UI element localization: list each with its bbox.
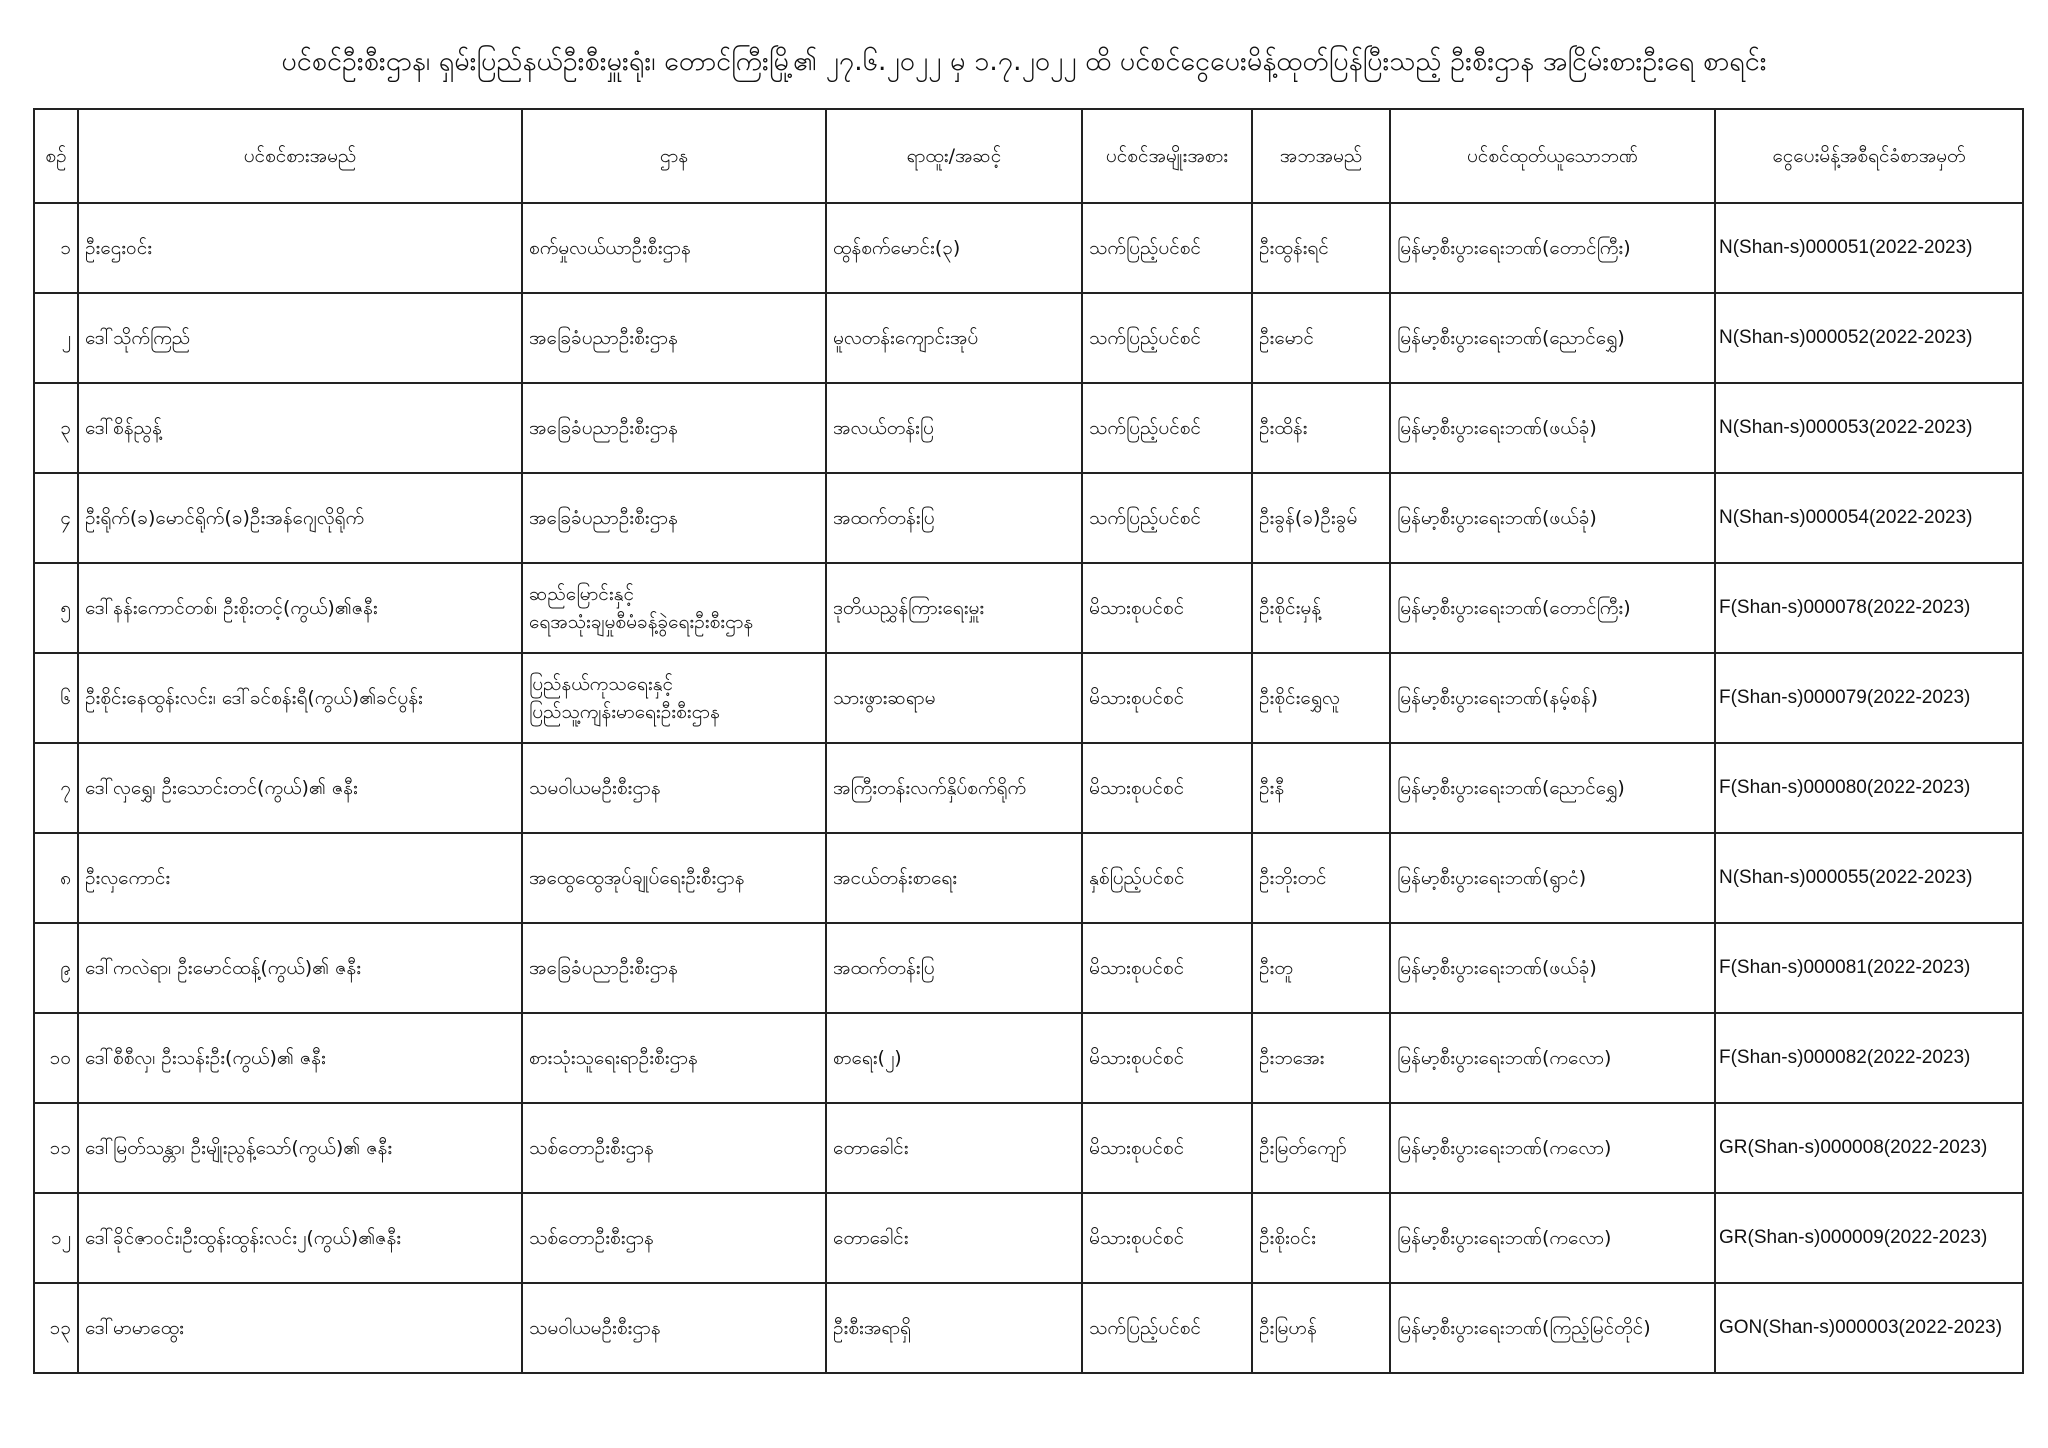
- cell-bank: မြန်မာ့စီးပွားရေးဘဏ်(ကလော): [1390, 1193, 1715, 1283]
- cell-pensioner-name: ဒေါ်မြတ်သန္တာ၊ ဦးမျိုးညွန့်သော်(ကွယ်)၏ ဇနီး: [78, 1103, 522, 1193]
- cell-rank: အငယ်တန်းစာရေး: [826, 833, 1082, 923]
- cell-pensioner-name: ဦးရိုက်(ခ)မောင်ရိုက်(ခ)ဦးအန်ဂျေလိုရိုက်: [78, 473, 522, 563]
- cell-pension-type: သက်ပြည့်ပင်စင်: [1082, 473, 1252, 563]
- cell-department: သမဝါယမဦးစီးဌာန: [522, 1283, 826, 1373]
- cell-father-name: ဦးစိုင်းရွှေလူ: [1252, 653, 1390, 743]
- table-row: [34, 833, 2023, 923]
- cell-pensioner-name: ဒေါ်စိန်ညွန့်: [78, 383, 522, 473]
- cell-pension-type: မိသားစုပင်စင်: [1082, 1013, 1252, 1103]
- cell-pension-type: သက်ပြည့်ပင်စင်: [1082, 383, 1252, 473]
- cell-pensioner-name: ဒေါ်သိုက်ကြည်: [78, 293, 522, 383]
- cell-father-name: ဦးခွန်(ခ)ဦးခွမ်: [1252, 473, 1390, 563]
- cell-pensioner-name: ဒေါ်ကလဲရာ၊ ဦးမောင်ထန့်(ကွယ်)၏ ဇနီး: [78, 923, 522, 1013]
- cell-order-number: GON(Shan-s)000003(2022-2023): [1715, 1283, 2023, 1373]
- cell-father-name: ဦးတူ: [1252, 923, 1390, 1013]
- cell-pensioner-name: ဒေါ်ခိုင်ဇာဝင်း၊ဦးထွန်းထွန်းလင်း၂(ကွယ်)၏ဇနီး: [78, 1193, 522, 1283]
- cell-bank: မြန်မာ့စီးပွားရေးဘဏ်(နမ့်စန်): [1390, 653, 1715, 743]
- cell-pension-type: သက်ပြည့်ပင်စင်: [1082, 1283, 1252, 1373]
- header-pension-type: ပင်စင်အမျိုးအစား: [1082, 109, 1252, 203]
- cell-bank: မြန်မာ့စီးပွားရေးဘဏ်(ဖယ်ခုံ): [1390, 383, 1715, 473]
- table-row: [34, 923, 2023, 1013]
- cell-rank: တောခေါင်း: [826, 1103, 1082, 1193]
- cell-rank: ထွန်စက်မောင်း(၃): [826, 203, 1082, 293]
- cell-order-number: F(Shan-s)000082(2022-2023): [1715, 1013, 2023, 1103]
- cell-order-number: N(Shan-s)000052(2022-2023): [1715, 293, 2023, 383]
- cell-pension-type: မိသားစုပင်စင်: [1082, 1103, 1252, 1193]
- cell-order-number: GR(Shan-s)000009(2022-2023): [1715, 1193, 2023, 1283]
- cell-bank: မြန်မာ့စီးပွားရေးဘဏ်(ဖယ်ခုံ): [1390, 923, 1715, 1013]
- cell-department: သစ်တောဦးစီးဌာန: [522, 1193, 826, 1283]
- cell-serial: ၁၀: [34, 1013, 78, 1103]
- cell-department: အခြေခံပညာဦးစီးဌာန: [522, 473, 826, 563]
- cell-pension-type: မိသားစုပင်စင်: [1082, 563, 1252, 653]
- cell-department: စက်မှုလယ်ယာဦးစီးဌာန: [522, 203, 826, 293]
- header-department: ဌာန: [522, 109, 826, 203]
- cell-bank: မြန်မာ့စီးပွားရေးဘဏ်(ကြည့်မြင်တိုင်): [1390, 1283, 1715, 1373]
- cell-rank: စာရေး(၂): [826, 1013, 1082, 1103]
- cell-bank: မြန်မာ့စီးပွားရေးဘဏ်(ကလော): [1390, 1013, 1715, 1103]
- cell-serial: ၃: [34, 383, 78, 473]
- table-header-row: [34, 109, 2023, 203]
- cell-serial: ၆: [34, 653, 78, 743]
- cell-department: သစ်တောဦးစီးဌာန: [522, 1103, 826, 1193]
- cell-rank: အကြီးတန်းလက်နှိပ်စက်ရိုက်: [826, 743, 1082, 833]
- cell-pension-type: သက်ပြည့်ပင်စင်: [1082, 293, 1252, 383]
- cell-rank: ဦးစီးအရာရှိ: [826, 1283, 1082, 1373]
- cell-serial: ၁၁: [34, 1103, 78, 1193]
- cell-rank: တောခေါင်း: [826, 1193, 1082, 1283]
- table-row: [34, 383, 2023, 473]
- header-rank: ရာထူး/အဆင့်: [826, 109, 1082, 203]
- cell-pensioner-name: ဦးဌေးဝင်း: [78, 203, 522, 293]
- cell-pensioner-name: ဦးစိုင်းနေထွန်းလင်း၊ ဒေါ်ခင်စန်းရီ(ကွယ်)၏ခင်ပွန်း: [78, 653, 522, 743]
- cell-father-name: ဦးစိုးဝင်း: [1252, 1193, 1390, 1283]
- header-bank: ပင်စင်ထုတ်ယူသောဘဏ်: [1390, 109, 1715, 203]
- cell-bank: မြန်မာ့စီးပွားရေးဘဏ်(တောင်ကြီး): [1390, 203, 1715, 293]
- table-row: [34, 1103, 2023, 1193]
- cell-rank: အလယ်တန်းပြ: [826, 383, 1082, 473]
- table-row: [34, 203, 2023, 293]
- cell-father-name: ဦးမြတ်ကျော်: [1252, 1103, 1390, 1193]
- cell-pension-type: သက်ပြည့်ပင်စင်: [1082, 203, 1252, 293]
- cell-rank: အထက်တန်းပြ: [826, 473, 1082, 563]
- cell-rank: အထက်တန်းပြ: [826, 923, 1082, 1013]
- cell-pensioner-name: ဒေါ်စီစီလှ၊ ဦးသန်းဦး(ကွယ်)၏ ဇနီး: [78, 1013, 522, 1103]
- cell-serial: ၅: [34, 563, 78, 653]
- cell-bank: မြန်မာ့စီးပွားရေးဘဏ်(ကလော): [1390, 1103, 1715, 1193]
- cell-father-name: ဦးထိန်း: [1252, 383, 1390, 473]
- header-serial: စဉ်: [34, 109, 78, 203]
- cell-serial: ၁၃: [34, 1283, 78, 1373]
- cell-father-name: ဦးမောင်: [1252, 293, 1390, 383]
- cell-bank: မြန်မာ့စီးပွားရေးဘဏ်(ညောင်ရွှေ): [1390, 293, 1715, 383]
- table-row: [34, 473, 2023, 563]
- cell-order-number: F(Shan-s)000080(2022-2023): [1715, 743, 2023, 833]
- cell-serial: ၈: [34, 833, 78, 923]
- cell-father-name: ဦးဘိုးတင်: [1252, 833, 1390, 923]
- cell-serial: ၁: [34, 203, 78, 293]
- cell-department: အခြေခံပညာဦးစီးဌာန: [522, 293, 826, 383]
- cell-serial: ၉: [34, 923, 78, 1013]
- cell-serial: ၂: [34, 293, 78, 383]
- table-row: [34, 743, 2023, 833]
- cell-order-number: GR(Shan-s)000008(2022-2023): [1715, 1103, 2023, 1193]
- header-father-name: အဘအမည်: [1252, 109, 1390, 203]
- cell-father-name: ဦးဘအေး: [1252, 1013, 1390, 1103]
- cell-department: ပြည်နယ်ကုသရေးနှင့် ပြည်သူ့ကျန်းမာရေးဦးစီးဌာန: [522, 653, 826, 743]
- cell-order-number: F(Shan-s)000079(2022-2023): [1715, 653, 2023, 743]
- cell-pensioner-name: ဦးလှကောင်း: [78, 833, 522, 923]
- header-pensioner-name: ပင်စင်စားအမည်: [78, 109, 522, 203]
- cell-department: စားသုံးသူရေးရာဦးစီးဌာန: [522, 1013, 826, 1103]
- cell-bank: မြန်မာ့စီးပွားရေးဘဏ်(ဖယ်ခုံ): [1390, 473, 1715, 563]
- cell-bank: မြန်မာ့စီးပွားရေးဘဏ်(ရွာငံ): [1390, 833, 1715, 923]
- table-row: [34, 1013, 2023, 1103]
- cell-pension-type: မိသားစုပင်စင်: [1082, 653, 1252, 743]
- cell-bank: မြန်မာ့စီးပွားရေးဘဏ်(တောင်ကြီး): [1390, 563, 1715, 653]
- cell-department: ဆည်မြောင်းနှင့် ရေအသုံးချမှုစီမံခန့်ခွဲရေးဦးစီးဌာန: [522, 563, 826, 653]
- cell-serial: ၇: [34, 743, 78, 833]
- cell-pensioner-name: ဒေါ်လှရွှေ၊ ဦးသောင်းတင်(ကွယ်)၏ ဇနီး: [78, 743, 522, 833]
- cell-father-name: ဦးစိုင်းမှန့်: [1252, 563, 1390, 653]
- cell-bank: မြန်မာ့စီးပွားရေးဘဏ်(ညောင်ရွှေ): [1390, 743, 1715, 833]
- cell-order-number: F(Shan-s)000078(2022-2023): [1715, 563, 2023, 653]
- cell-rank: သားဖွားဆရာမ: [826, 653, 1082, 743]
- header-order-number: ငွေပေးမိန့်အစီရင်ခံစာအမှတ်: [1715, 109, 2023, 203]
- cell-rank: မူလတန်းကျောင်းအုပ်: [826, 293, 1082, 383]
- cell-department: အခြေခံပညာဦးစီးဌာန: [522, 383, 826, 473]
- cell-pension-type: မိသားစုပင်စင်: [1082, 743, 1252, 833]
- pensioner-table: [33, 108, 2024, 1374]
- cell-department: သမဝါယမဦးစီးဌာန: [522, 743, 826, 833]
- cell-order-number: N(Shan-s)000055(2022-2023): [1715, 833, 2023, 923]
- cell-serial: ၄: [34, 473, 78, 563]
- cell-pension-type: မိသားစုပင်စင်: [1082, 1193, 1252, 1283]
- cell-rank: ဒုတိယညွှန်ကြားရေးမှူး: [826, 563, 1082, 653]
- cell-father-name: ဦးနီ: [1252, 743, 1390, 833]
- table-row: [34, 653, 2023, 743]
- cell-father-name: ဦးမြဟန်: [1252, 1283, 1390, 1373]
- cell-pension-type: မိသားစုပင်စင်: [1082, 923, 1252, 1013]
- cell-department: အခြေခံပညာဦးစီးဌာန: [522, 923, 826, 1013]
- cell-order-number: N(Shan-s)000054(2022-2023): [1715, 473, 2023, 563]
- document-title: ပင်စင်ဦးစီးဌာန၊ ရှမ်းပြည်နယ်ဦးစီးမှူးရုံး၊ တောင်ကြီးမြို့၏ ၂၇.၆.၂၀၂၂ မှ ၁.၇.၂၀၂၂ ထိ ပင်စင်ငွေပေးမိန့်ထုတ်ပြန်ပြီးသည့် ဦးစီးဌာန အငြိမ်းစားဦးရေ စာရင်း: [281, 46, 1767, 77]
- cell-order-number: N(Shan-s)000053(2022-2023): [1715, 383, 2023, 473]
- cell-department: အထွေထွေအုပ်ချုပ်ရေးဦးစီးဌာန: [522, 833, 826, 923]
- cell-father-name: ဦးထွန်းရင်: [1252, 203, 1390, 293]
- table-row: [34, 563, 2023, 653]
- cell-pensioner-name: ဒေါ်မာမာထွေး: [78, 1283, 522, 1373]
- cell-serial: ၁၂: [34, 1193, 78, 1283]
- cell-order-number: F(Shan-s)000081(2022-2023): [1715, 923, 2023, 1013]
- table-row: [34, 293, 2023, 383]
- cell-pensioner-name: ဒေါ်နန်းကောင်တစ်၊ ဦးစိုးတင့်(ကွယ်)၏ဇနီး: [78, 563, 522, 653]
- table-row: [34, 1193, 2023, 1283]
- cell-order-number: N(Shan-s)000051(2022-2023): [1715, 203, 2023, 293]
- cell-pension-type: နှစ်ပြည့်ပင်စင်: [1082, 833, 1252, 923]
- table-row: [34, 1283, 2023, 1373]
